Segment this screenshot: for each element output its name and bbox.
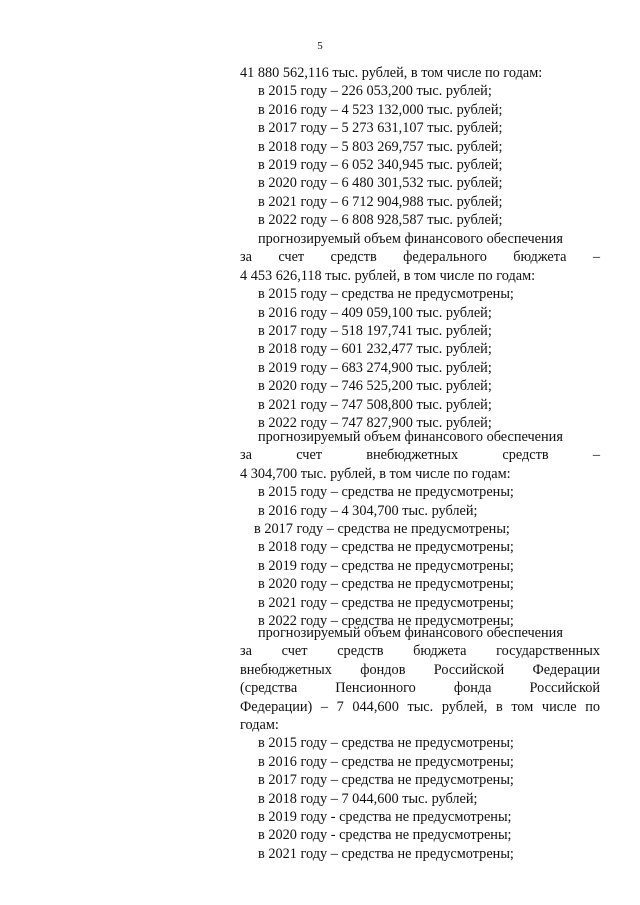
paragraph-line: годам: (240, 717, 279, 734)
paragraph-line: прогнозируемый объем финансового обеспечения (258, 231, 563, 247)
year-line: в 2020 году – средства не предусмотрены; (258, 576, 514, 593)
year-line: в 2018 году – 601 232,477 тыс. рублей; (258, 341, 492, 358)
year-line: в 2017 году – средства не предусмотрены; (254, 521, 510, 538)
year-line: в 2016 году – 409 059,100 тыс. рублей; (258, 304, 492, 321)
paragraph-line: (средства Пенсионного фонда Российской (240, 680, 600, 697)
year-line: в 2021 году – 747 508,800 тыс. рублей; (258, 396, 492, 413)
year-line: в 2018 году – 5 803 269,757 тыс. рублей; (258, 138, 503, 155)
year-line: в 2015 году – средства не предусмотрены; (258, 484, 514, 501)
year-line: в 2015 году – средства не предусмотрены; (258, 286, 514, 303)
paragraph-line: за счет средств федерального бюджета – (240, 249, 600, 266)
year-line: в 2019 году – 6 052 340,945 тыс. рублей; (258, 157, 503, 174)
paragraph-line: внебюджетных фондов Российской Федерации (240, 661, 600, 678)
year-line: в 2019 году – средства не предусмотрены; (258, 557, 514, 574)
paragraph-line: прогнозируемый объем финансового обеспечения (258, 625, 563, 641)
paragraph-line: прогнозируемый объем финансового обеспечения (258, 429, 563, 445)
year-line: в 2016 году – 4 523 132,000 тыс. рублей; (258, 101, 503, 118)
year-line: в 2022 году – средства не предусмотрены; (258, 613, 514, 630)
paragraph-line: 4 453 626,118 тыс. рублей, в том числе по годам: (240, 267, 536, 284)
paragraph-line: Федерации) – 7 044,600 тыс. рублей, в том числе по (240, 698, 600, 715)
year-line: в 2018 году – 7 044,600 тыс. рублей; (258, 790, 478, 807)
funding-total-block (240, 64, 600, 230)
year-line: в 2022 году – 747 827,900 тыс. рублей; (258, 415, 492, 432)
year-line: в 2015 году – 226 053,200 тыс. рублей; (258, 83, 492, 100)
year-line: в 2017 году – 518 197,741 тыс. рублей; (258, 323, 492, 340)
year-line: в 2016 году – средства не предусмотрены; (258, 753, 514, 770)
year-line: в 2016 году – 4 304,700 тыс. рублей; (258, 502, 478, 519)
year-line: в 2017 году – 5 273 631,107 тыс. рублей; (258, 120, 503, 137)
paragraph-line: за счет средств бюджета государственных (240, 643, 600, 660)
extra-budgetary-block (240, 428, 600, 630)
year-line: в 2020 году - средства не предусмотрены; (258, 827, 512, 844)
year-line: в 2021 году – средства не предусмотрены; (258, 594, 514, 611)
paragraph-line: 4 304,700 тыс. рублей, в том числе по годам: (240, 465, 511, 482)
paragraph-line: за счет внебюджетных средств – (240, 447, 600, 464)
funding-total-intro: 41 880 562,116 тыс. рублей, в том числе по годам: (240, 65, 543, 81)
pension-fund-block (240, 624, 600, 863)
year-line: в 2019 году – 683 274,900 тыс. рублей; (258, 359, 492, 376)
year-line: в 2020 году – 6 480 301,532 тыс. рублей; (258, 175, 503, 192)
year-line: в 2020 году – 746 525,200 тыс. рублей; (258, 378, 492, 395)
year-line: в 2022 году – 6 808 928,587 тыс. рублей; (258, 212, 503, 229)
year-line: в 2021 году – 6 712 904,988 тыс. рублей; (258, 193, 503, 210)
page-number: 5 (317, 40, 323, 52)
year-line: в 2019 году - средства не предусмотрены; (258, 809, 512, 826)
year-line: в 2015 году – средства не предусмотрены; (258, 735, 514, 752)
year-line: в 2021 году – средства не предусмотрены; (258, 845, 514, 862)
year-line: в 2017 году – средства не предусмотрены; (258, 772, 514, 789)
year-line: в 2018 году – средства не предусмотрены; (258, 539, 514, 556)
federal-budget-block (240, 230, 600, 432)
